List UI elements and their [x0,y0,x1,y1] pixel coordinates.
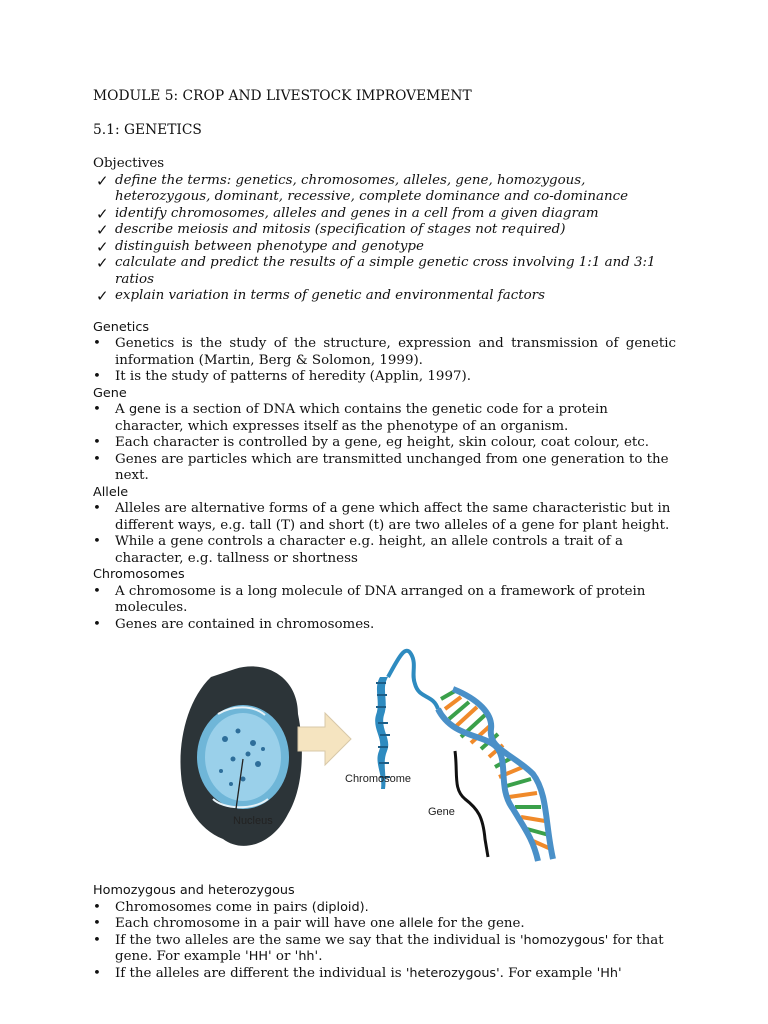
gene-term: gene [128,402,161,417]
arrow-icon [298,713,351,765]
objectives-heading: Objectives [93,156,165,171]
list-item: • While a gene controls a character e.g. height, an allele controls a trait of a character, e.g. tallness or shortness [93,534,623,566]
gene-list [93,402,676,485]
bullet-icon: • [93,402,101,417]
list-item: • Genes are contained in chromosomes. [93,616,375,632]
bullet-icon: • [93,435,101,450]
list-item: • Genetics is the study of the structure, expression and transmission of genetic information (Martin, Berg & Solomon, 1999). [93,336,676,368]
bullet-icon: • [93,965,101,981]
bullet-icon: • [93,583,101,599]
genetics-list [93,336,676,386]
chromosomes-list [93,584,676,634]
list-item: • Each character is controlled by a gene, eg height, skin colour, coat colour, etc. [93,435,650,450]
gene-label: Gene [428,806,455,818]
list-item: • Alleles are alternative forms of a gene which affect the same characteristic but in different ways, e.g. tall (T) and short (t) are two alleles of a gene for plant height. [93,501,671,533]
allele-heading: Allele [93,484,129,500]
chromosome-label: Chromosome [345,773,412,785]
gene-heading: Gene [93,385,127,401]
list-item: • A chromosome is a long molecule of DNA arranged on a framework of protein molecules. [93,583,646,615]
objective-item: ✓ calculate and predict the results of a simple genetic cross involving 1:1 and 3:1 ratios [96,254,656,287]
bullet-icon: • [93,369,101,384]
chromosomes-heading: Chromosomes [93,567,185,582]
list-item: • Genes are particles which are transmitted unchanged from one generation to the next. [93,451,669,483]
bullet-icon: • [93,451,101,467]
checkmark-icon: ✓ [96,221,109,239]
bullet-icon: • [93,899,101,915]
list-item: • If the two alleles are the same we say that the individual is 'homozygous' for that gene. For example 'HH' or 'hh'. [93,932,664,964]
bullet-icon: • [93,616,101,632]
section-title: 5.1: GENETICS [93,122,202,138]
list-item: • It is the study of patterns of heredity (Applin, 1997). [93,369,471,384]
chromosome-dna-figure [93,639,676,869]
checkmark-icon: ✓ [96,171,109,190]
objectives-list [93,173,676,305]
list-item: • If the alleles are different the individual is 'heterozygous'. For example 'Hh' [93,965,622,981]
objective-item: ✓ define the terms: genetics, chromosomes, alleles, gene, homozygous, heterozygous, dominant, recessive, complete dominance and co-dominance [96,171,629,204]
module-title: MODULE 5: CROP AND LIVESTOCK IMPROVEMENT [93,88,472,104]
homo-list [93,900,676,983]
bullet-icon: • [93,501,101,516]
nucleus-label: Nucleus [233,815,273,827]
objective-item: ✓ distinguish between phenotype and genotype [96,237,424,256]
objective-item: ✓ describe meiosis and mitosis (specification of stages not required) [96,221,566,239]
checkmark-icon: ✓ [96,287,109,305]
objective-item: ✓ identify chromosomes, alleles and genes in a cell from a given diagram [96,204,599,223]
bullet-icon: • [93,932,101,948]
homo-heading: Homozygous and heterozygous [93,883,295,898]
list-item: • Each chromosome in a pair will have one allele for the gene. [93,916,525,931]
genetics-heading: Genetics [93,319,150,335]
checkmark-icon: ✓ [96,237,109,256]
bullet-icon: • [93,336,101,351]
bullet-icon: • [93,916,101,931]
objective-item: ✓ explain variation in terms of genetic and environmental factors [96,287,545,305]
checkmark-icon: ✓ [96,254,109,272]
list-item: • Chromosomes come in pairs (diploid). [93,899,369,915]
allele-list [93,501,676,567]
document-page [93,88,676,982]
figure-illustration [93,639,676,869]
list-item: • A gene is a section of DNA which contains the genetic code for a protein character, which expresses itself as the phenotype of an organism. [93,402,608,434]
bullet-icon: • [93,534,101,549]
checkmark-icon: ✓ [96,204,109,223]
